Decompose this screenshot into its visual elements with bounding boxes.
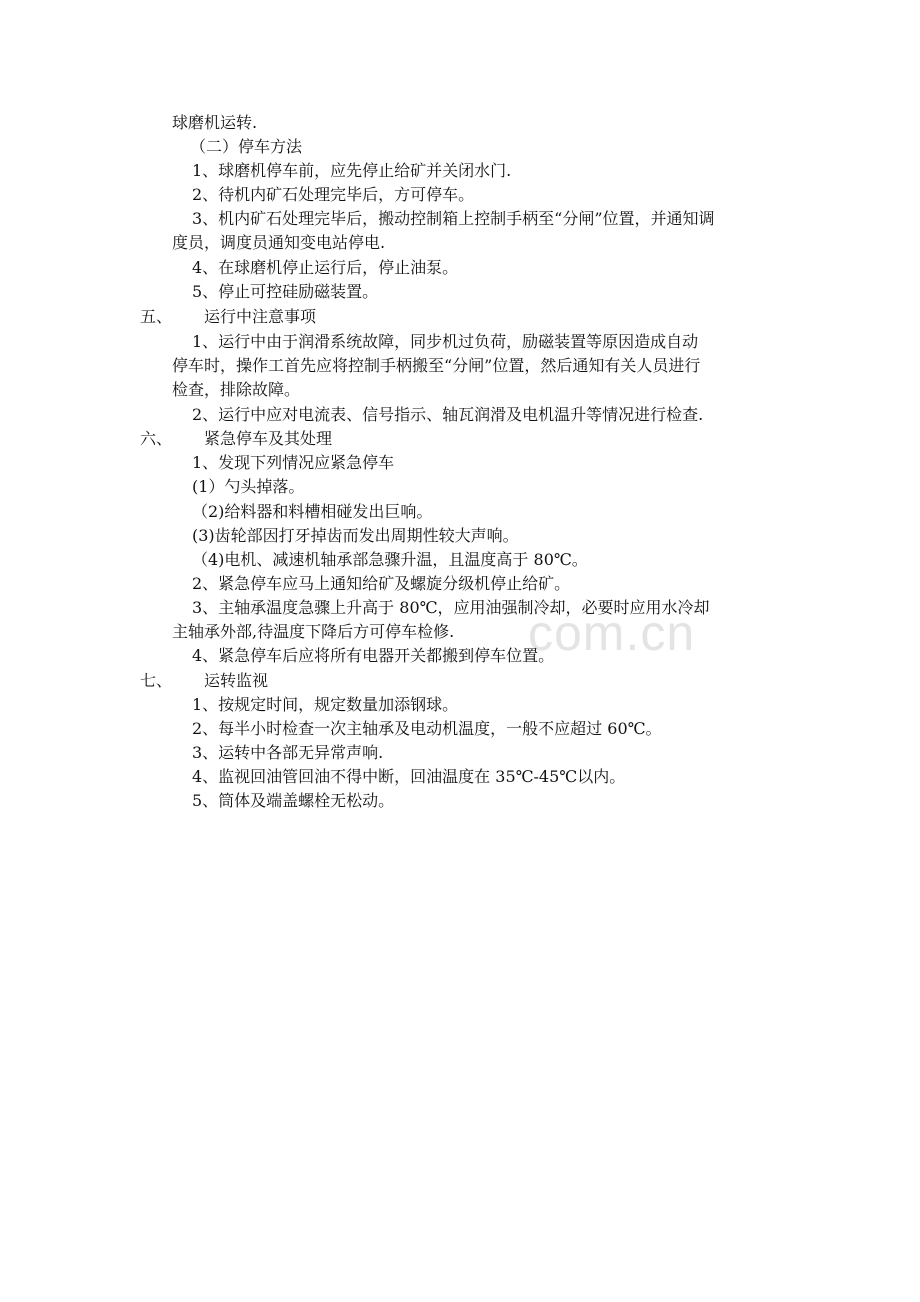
text-line: 4、紧急停车后应将所有电器开关都搬到停车位置。 — [192, 646, 555, 665]
text-line: 1、球磨机停车前，应先停止给矿并关闭水门. — [192, 161, 512, 180]
text-line: 2、运行中应对电流表、信号指示、轴瓦润滑及电机温升等情况进行检查. — [192, 405, 704, 424]
text-line: 5、筒体及端盖螺栓无松动。 — [192, 791, 395, 810]
text-line: 1、运行中由于润滑系统故障，同步机过负荷，励磁装置等原因造成自动 — [192, 332, 699, 351]
text-line: 4、监视回油管回油不得中断，回油温度在 35℃-45℃以内。 — [192, 767, 626, 786]
text-line: （4)电机、减速机轴承部急骤升温，且温度高于 80℃。 — [192, 550, 588, 569]
section-heading: 紧急停车及其处理 — [204, 429, 333, 448]
text-line: 停车时，操作工首先应将控制手柄搬至“分闸”位置，然后通知有关人员进行 — [172, 356, 701, 375]
text-line: 4、在球磨机停止运行后，停止油泵。 — [192, 258, 459, 277]
text-line: 3、主轴承温度急骤上升高于 80℃，应用油强制冷却，必要时应用水冷却 — [192, 598, 710, 617]
watermark: com.cn — [528, 605, 696, 661]
section-number: 五、 — [140, 307, 173, 326]
text-line: 5、停止可控硅励磁装置。 — [192, 282, 379, 301]
text-line: 2、紧急停车应马上通知给矿及螺旋分级机停止给矿。 — [192, 574, 571, 593]
section-number: 七、 — [140, 671, 173, 690]
text-line: 1、按规定时间，规定数量加添钢球。 — [192, 695, 459, 714]
section-heading: 运行中注意事项 — [204, 307, 317, 326]
text-line: 3、机内矿石处理完毕后，搬动控制箱上控制手柄至“分闸”位置，并通知调 — [192, 209, 715, 228]
section-heading: 运转监视 — [204, 671, 269, 690]
text-line: 2、待机内矿石处理完毕后，方可停车。 — [192, 185, 475, 204]
text-line: 度员，调度员通知变电站停电. — [172, 233, 386, 252]
text-line: （2)给料器和料槽相碰发出巨响。 — [192, 502, 433, 521]
text-line: 1、发现下列情况应紧急停车 — [192, 453, 395, 472]
text-line: 球磨机运转. — [172, 113, 258, 132]
text-line: 主轴承外部,待温度下降后方可停车检修. — [172, 622, 455, 641]
text-line: (3)齿轮部因打牙掉齿而发出周期性较大声响。 — [192, 526, 519, 545]
subheading-stop-method: （二）停车方法 — [190, 137, 303, 156]
text-line: 检查，排除故障。 — [172, 380, 301, 399]
text-line: (1）勺头掉落。 — [192, 477, 305, 496]
text-line: 3、运转中各部无异常声响. — [192, 743, 384, 762]
section-number: 六、 — [140, 429, 173, 448]
text-line: 2、每半小时检查一次主轴承及电动机温度，一般不应超过 60℃。 — [192, 719, 662, 738]
